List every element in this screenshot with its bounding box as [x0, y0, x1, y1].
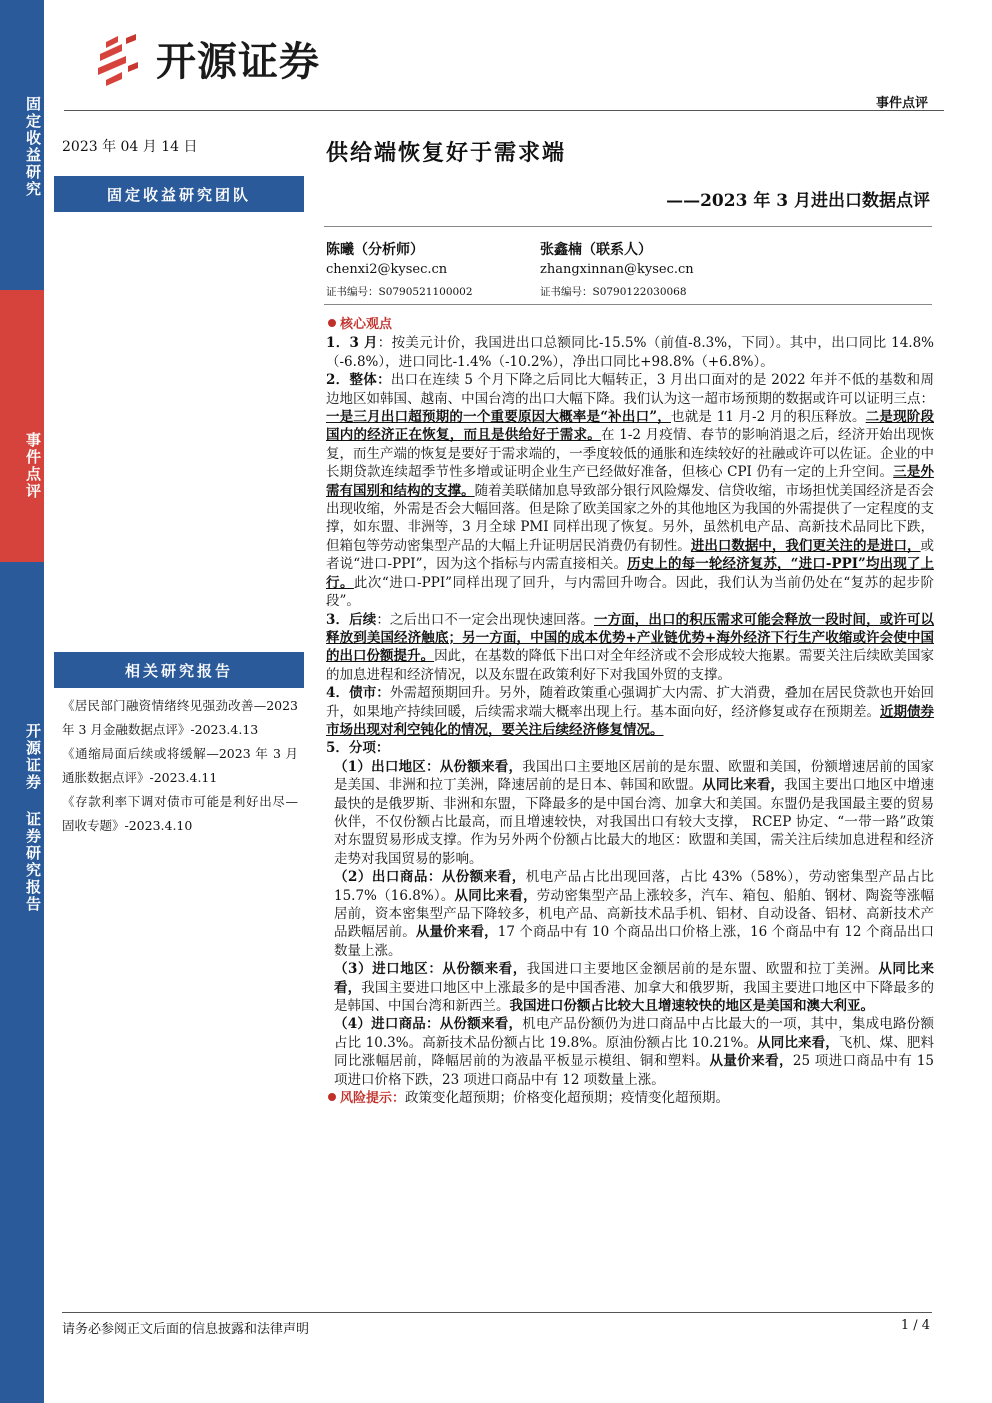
strip-fixed-income: 固定收益研究 [24, 96, 42, 198]
page-subtitle: ——2023 年 3 月进出口数据点评 [666, 191, 930, 211]
brand-name: 开源证券 [156, 38, 320, 85]
author-name: 张鑫楠（联系人） [540, 242, 652, 258]
core-view-heading: 核心观点 [326, 316, 934, 334]
author-cert: 证书编号：S0790521100002 [326, 286, 473, 298]
author-cert: 证书编号：S0790122030068 [540, 286, 687, 298]
logo-mark-icon [92, 28, 152, 88]
related-report-link[interactable]: 《居民部门融资情绪终见强劲改善—2023 年 3 月金融数据点评》-2023.4.13 [62, 698, 298, 737]
subsection-export-regions: （1）出口地区：从份额来看，我国出口主要地区居前的是东盟、欧盟和美国，份额增速居前的国家是美国、非洲和拉丁美洲，降速居前的是日本、韩国和欧盟。从同比来看，我国主要出口地区中增速最快的是俄罗斯、非洲和东盟，下降最多的是中国台湾、加拿大和美国。东盟仍是我国最主要的贸易伙伴，不仅份额占比最高，而且增速较快，对我国出口有较大支撑， RCEP 协定、“一带一路”政策对东盟贸易形成支撑。作为另外两个份额占比最大的地区：欧盟和美国，需关注后续加息进程和经济走势对我国贸易的影响。 [334, 758, 935, 867]
report-date: 2023 年 04 月 14 日 [62, 139, 198, 155]
subsection-import-regions: （3）进口地区：从份额来看，我国进口主要地区金额居前的是东盟、欧盟和拉丁美洲。从同比来看，我国主要进口地区中上涨最多的是中国香港、加拿大和俄罗斯，我国主要进口地区中下降最多的是韩国、中国台湾和新西兰。我国进口份额占比较大且增速较快的地区是美国和澳大利亚。 [334, 961, 935, 1015]
doc-type-label: 事件点评 [875, 96, 928, 111]
paragraph-breakdown-heading: 5．分项： [326, 740, 390, 757]
related-report-link[interactable]: 《通缩局面后续或将缓解—2023 年 3 月通胀数据点评》-2023.4.11 [62, 746, 298, 785]
bullet-icon [328, 1093, 336, 1101]
footer-divider [62, 1312, 932, 1313]
author-block [326, 240, 473, 302]
author-name: 陈曦（分析师） [326, 242, 424, 258]
side-strip [0, 0, 44, 1403]
strip-brand-report: 开源证券 证券研究报告 [24, 723, 42, 913]
footer-disclaimer: 请务必参阅正文后面的信息披露和法律声明 [62, 1322, 310, 1337]
paragraph-march: 1．3 月：按美元计价，我国进出口总额同比-15.5%（前值-8.3%，下同）。其中，出口同比 14.8%（-6.8%），进口同比-1.4%（-10.2%），净出口同比+98.8%（+6.8%）。 [326, 335, 934, 370]
paragraph-bond-market: 4．债市：外需超预期回升。另外，随着政策重心强调扩大内需、扩大消费，叠加在居民贷款也开始回升，如果地产持续回暖，后续需求端大概率出现上行。基本面向好，经济修复或存在预期差。近期债券市场出现对利空钝化的情况，要关注后续经济修复情况。 [326, 685, 935, 738]
report-body [326, 316, 934, 1108]
strip-event-review: 事件点评 [0, 290, 44, 562]
page-number: 1 / 4 [900, 1318, 930, 1333]
risk-warning: 风险提示：政策变化超预期；价格变化超预期；疫情变化超预期。 [326, 1089, 934, 1108]
subsection-export-goods: （2）出口商品：从份额来看，机电产品占比出现回落，占比 43%（58%），劳动密集型产品占比 15.7%（16.8%）。从同比来看，劳动密集型产品上涨较多，汽车、箱包、船舶、钢材、陶瓷等涨幅居前，资本密集型产品下降较多，机电产品、高新技术品手机、铝材、自动设备、铝材、高新技术产品跌幅居前。从量价来看，17 个商品中有 10 个商品出口价格上涨，16 个商品中有 12 个商品出口数量上涨。 [334, 869, 935, 959]
author-email[interactable]: zhangxinnan@kysec.cn [540, 262, 694, 277]
page-title: 供给端恢复好于需求端 [326, 140, 567, 166]
team-banner: 固定收益研究团队 [54, 176, 304, 212]
paragraph-outlook: 3．后续：之后出口不一定会出现快速回落。一方面，出口的积压需求可能会释放一段时间，或许可以释放到美国经济触底；另一方面，中国的成本优势+产业链优势+海外经济下行生产收缩或许会使中国的出口份额提升。因此，在基数的降低下出口对全年经济或不会形成较大拖累。需要关注后续欧美国家的加息进程和经济情况，以及东盟在政策利好下对我国外贸的支撑。 [326, 611, 935, 683]
paragraph-overall: 2．整体：出口在连续 5 个月下降之后同比大幅转正，3 月出口面对的是 2022 年并不低的基数和周边地区如韩国、越南、中国台湾的出口大幅下降。我们认为这一超市场预期的数据或许可以证明三点：一是三月出口超预期的一个重要原因大概率是“补出口”，也就是 11 月-2 月的积压释放。二是现阶段国内的经济正在恢复，而且是供给好于需求。在 1-2 月疫情、春节的影响消退之后，经济开始出现恢复，而生产端的恢复是要好于需求端的，一季度较低的通胀和连续较好的社融或许可以佐证。企业的中长期贷款连续超季节性多增或证明企业生产已经做好准备，但核心 CPI 仍有一定的上升空间。三是外需有国别和结构的支撑。随着美联储加息导致部分银行风险爆发、信贷收缩，市场担忧美国经济是否会出现收缩，外需是否会大幅回落。但是除了欧美国家之外的其他地区为我国的外需提供了一定程度的支撑，如东盟、非洲等，3 月全球 PMI 同样出现了恢复。另外，虽然机电产品、高新技术品同比下跌，但箱包等劳动密集型产品的大幅上升证明居民消费仍有韧性。进出口数据中，我们更关注的是进口，或者说“进口-PPI”，因为这个指标与内需直接相关。历史上的每一轮经济复苏，“进口-PPI”均出现了上行。此次“进口-PPI”同样出现了回升，与内需回升吻合。因此，我们认为当前仍处在“复苏的起步阶段”。 [326, 372, 935, 610]
related-report-link[interactable]: 《存款利率下调对债市可能是利好出尽—固收专题》-2023.4.10 [62, 794, 298, 833]
related-reports-banner: 相关研究报告 [54, 652, 304, 688]
author-email[interactable]: chenxi2@kysec.cn [326, 262, 448, 277]
subsection-import-goods: （4）进口商品：从份额来看，机电产品份额仍为进口商品中占比最大的一项，其中，集成电路份额占比 10.3%。高新技术品份额占比 19.8%。原油份额占比 10.21%。从同比来看，飞机、煤、肥料同比涨幅居前，降幅居前的为液晶平板显示模组、铜和塑料。从量价来看，25 项进口商品中有 15 项进口价格下跌，23 项进口商品中有 12 项数量上涨。 [334, 1016, 935, 1088]
header-divider [64, 110, 944, 111]
title-divider [324, 226, 932, 227]
bullet-icon [328, 319, 336, 327]
author-divider [324, 304, 932, 305]
related-reports-list [62, 694, 298, 838]
author-block [540, 240, 694, 302]
brand-logo [92, 28, 320, 88]
